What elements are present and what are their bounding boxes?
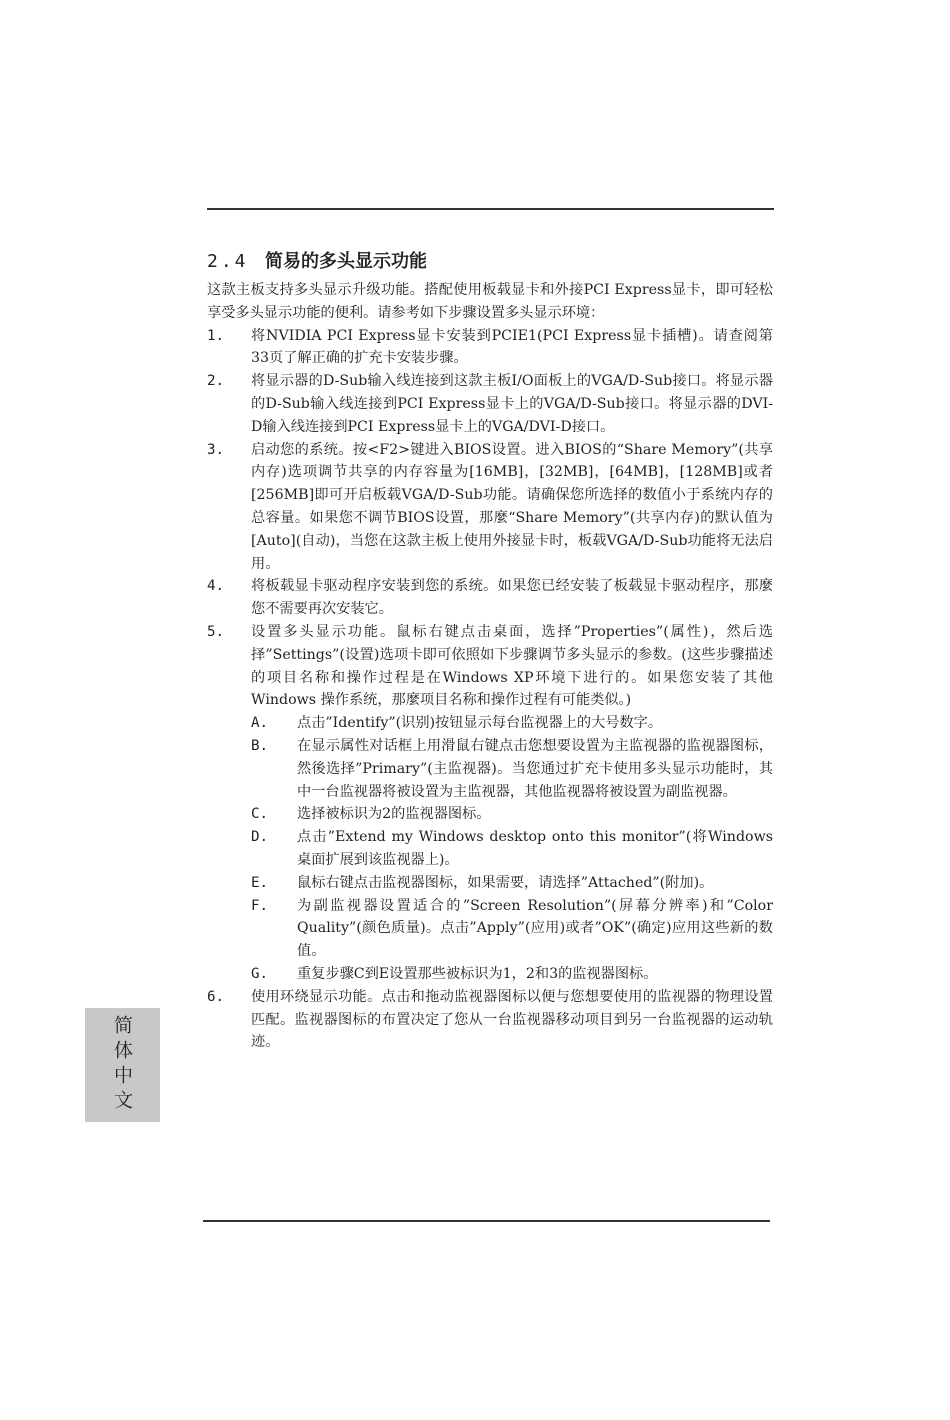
step-number: 5. bbox=[207, 623, 225, 640]
list-item bbox=[207, 575, 773, 621]
step-number: 2. bbox=[207, 373, 225, 390]
substep-letter: B. bbox=[251, 737, 269, 754]
step-text: 将显示器的D-Sub输入线连接到这款主板I/O面板上的VGA/D-Sub接口。将显示器的D-Sub输入线连接到PCI Express显卡上的VGA/D-Sub接口。将显示器的DVI-D输入线连接到PCI Express显卡上的VGA/DVI-D接口。 bbox=[251, 373, 773, 435]
substep-text: 点击”Identify”(识别)按钮显示每台监视器上的大号数字。 bbox=[297, 715, 663, 732]
substep-text: 为副监视器设置适合的”Screen Resolution”(屏幕分辨率)和”Color Quality”(颜色质量)。点击”Apply”(应用)或者”OK”(确定)应用这些新的数值。 bbox=[297, 897, 773, 960]
step-text: 启动您的系统。按<F2>键进入BIOS设置。进入BIOS的“Share Memory”(共享内存)选项调节共享的内存容量为[16MB]，[32MB]，[64MB]，[128MB]或者[256MB]即可开启板载VGA/D-Sub功能。请确保您所选择的数值小于系统内存的总容量。如果您不调节BIOS设置，那麼“Share Memory”(共享内存)的默认值为[Auto](自动)，当您在这款主板上使用外接显卡时，板载VGA/D-Sub功能将无法启用。 bbox=[251, 441, 773, 572]
section-number: 2.4 bbox=[207, 251, 249, 272]
section-intro: 这款主板支持多头显示升级功能。搭配使用板载显卡和外接PCI Express显卡，即可轻松享受多头显示功能的便利。请参考如下步骤设置多头显示环境： bbox=[207, 282, 773, 321]
substep-text: 点击”Extend my Windows desktop onto this monitor”(将Windows桌面扩展到该监视器上)。 bbox=[297, 829, 773, 868]
step-text: 将NVIDIA PCI Express显卡安装到PCIE1(PCI Express显卡插槽)。请查阅第33页了解正确的扩充卡安装步骤。 bbox=[251, 327, 773, 367]
step-number: 1. bbox=[207, 327, 225, 344]
section-title: 简易的多头显示功能 bbox=[265, 251, 427, 272]
step-number: 4. bbox=[207, 578, 225, 595]
list-item bbox=[251, 963, 773, 986]
list-item bbox=[251, 712, 773, 735]
substep-text: 鼠标右键点击监视器图标，如果需要，请选择”Attached”(附加)。 bbox=[297, 874, 714, 891]
substep-letter: F. bbox=[251, 897, 269, 914]
list-item bbox=[207, 439, 773, 576]
language-tab bbox=[85, 1008, 160, 1122]
substep-letter: G. bbox=[251, 965, 269, 982]
step-number: 3. bbox=[207, 441, 225, 458]
step-number: 6. bbox=[207, 988, 225, 1005]
list-item bbox=[207, 370, 773, 438]
step-text: 设置多头显示功能。鼠标右键点击桌面，选择”Properties”(属性)，然后选择”Settings”(设置)选项卡即可依照如下步骤调节多头显示的参数。(这些步骤描述的项目名称和操作过程是在Windows XP环境下进行的。如果您安装了其他Windows 操作系统，那麼项目名称和操作过程有可能类似。) bbox=[251, 623, 773, 709]
step-text: 使用环绕显示功能。点击和拖动监视器图标以便与您想要使用的监视器的物理设置匹配。监视器图标的布置决定了您从一台监视器移动项目到另一台监视器的运动轨迹。 bbox=[251, 988, 773, 1051]
document-body bbox=[207, 248, 773, 1054]
header-rule bbox=[207, 208, 774, 210]
substep-letter: E. bbox=[251, 874, 269, 891]
substep-letter: D. bbox=[251, 829, 269, 846]
step-list bbox=[207, 325, 773, 1055]
list-item bbox=[251, 895, 773, 963]
list-item bbox=[207, 325, 773, 371]
step-text: 将板载显卡驱动程序安装到您的系统。如果您已经安装了板载显卡驱动程序，那麼您不需要再次安装它。 bbox=[251, 578, 773, 618]
list-item bbox=[207, 621, 773, 712]
section-heading bbox=[207, 248, 773, 276]
footer-rule bbox=[203, 1220, 770, 1222]
substep-list bbox=[251, 712, 773, 986]
substep-letter: A. bbox=[251, 715, 269, 732]
list-item bbox=[251, 803, 773, 826]
substep-letter: C. bbox=[251, 806, 269, 823]
substep-text: 在显示属性对话框上用滑鼠右键点击您想要设置为主监视器的监视器图标，然後选择”Primary”(主监视器)。当您通过扩充卡使用多头显示功能时，其中一台监视器将被设置为主监视器，其他监视器将被设置为副监视器。 bbox=[297, 737, 773, 800]
substep-text: 选择被标识为2的监视器图标。 bbox=[297, 806, 491, 823]
language-tab-label: 简体中文 bbox=[111, 1015, 133, 1115]
list-item bbox=[251, 872, 773, 895]
substep-text: 重复步骤C到E设置那些被标识为1，2和3的监视器图标。 bbox=[297, 965, 658, 982]
list-item bbox=[251, 826, 773, 872]
list-item bbox=[207, 986, 773, 1054]
list-item bbox=[251, 735, 773, 803]
